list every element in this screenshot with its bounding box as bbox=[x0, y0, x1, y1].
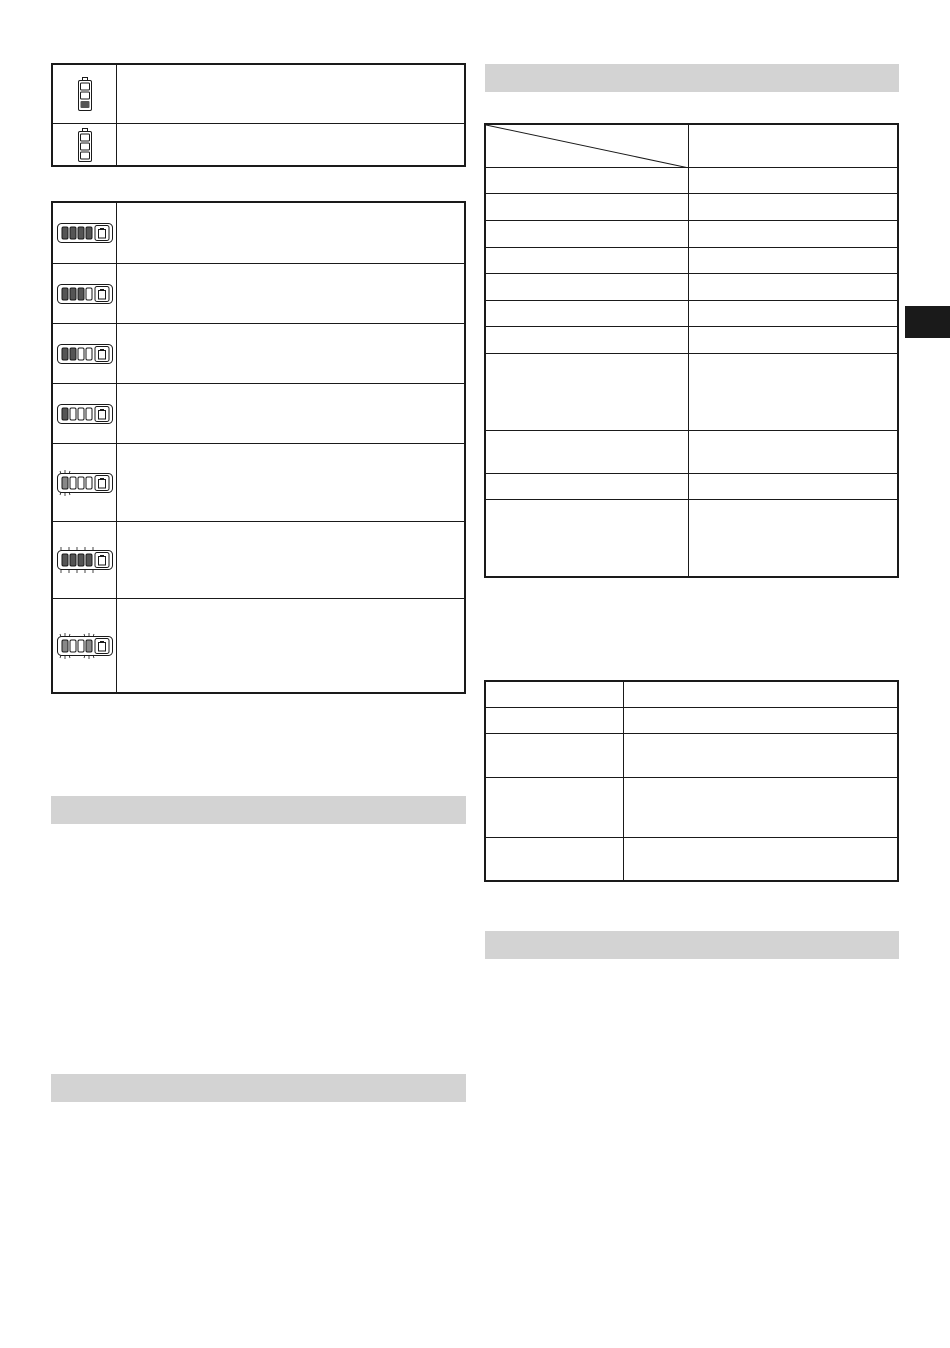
cell-left bbox=[486, 168, 689, 194]
table-row bbox=[486, 838, 898, 881]
diagonal-header-cell bbox=[486, 125, 689, 168]
indicator-4-bars-icon bbox=[53, 203, 117, 264]
table-row bbox=[486, 474, 898, 500]
cell-left bbox=[486, 354, 689, 431]
table-row bbox=[53, 522, 465, 599]
table-row bbox=[486, 274, 898, 301]
cell-left bbox=[486, 301, 689, 327]
section-heading-band bbox=[51, 1074, 466, 1102]
cell-right bbox=[689, 500, 898, 577]
table-row bbox=[53, 203, 465, 264]
cell-right bbox=[624, 838, 898, 881]
cell-left bbox=[486, 274, 689, 301]
cell-left bbox=[486, 327, 689, 354]
table-row bbox=[486, 778, 898, 838]
battery-level-table bbox=[52, 64, 465, 166]
indicator-3-bars-icon bbox=[53, 264, 117, 324]
cell-right bbox=[624, 708, 898, 734]
cell-left bbox=[486, 221, 689, 248]
table-row bbox=[53, 124, 465, 166]
cell-left bbox=[486, 248, 689, 274]
indicator-all-blinking-icon bbox=[53, 522, 117, 599]
battery-one-bar-icon bbox=[53, 65, 117, 124]
cell-right bbox=[689, 248, 898, 274]
table-row bbox=[53, 324, 465, 384]
indicator-1-bar-blinking-icon bbox=[53, 444, 117, 522]
battery-empty-icon bbox=[53, 124, 117, 166]
cell-left bbox=[486, 431, 689, 474]
cell-right bbox=[689, 474, 898, 500]
table-row bbox=[486, 248, 898, 274]
table-row bbox=[486, 500, 898, 577]
indicator-row-text bbox=[117, 324, 465, 384]
table-row bbox=[486, 168, 898, 194]
table-row bbox=[53, 264, 465, 324]
table-row bbox=[486, 431, 898, 474]
table-row bbox=[486, 327, 898, 354]
cell-right bbox=[689, 327, 898, 354]
table-row bbox=[53, 384, 465, 444]
table-row bbox=[486, 221, 898, 248]
indicator-1-bar-icon bbox=[53, 384, 117, 444]
cell-left bbox=[486, 682, 624, 708]
indicator-alternating-blinking-icon bbox=[53, 599, 117, 693]
cell-right bbox=[624, 734, 898, 778]
header-right-text bbox=[689, 125, 898, 168]
cell-right bbox=[689, 431, 898, 474]
secondary-table bbox=[485, 681, 898, 881]
cell-right bbox=[689, 168, 898, 194]
table-row bbox=[53, 65, 465, 124]
cell-right bbox=[689, 274, 898, 301]
specifications-table bbox=[485, 124, 898, 577]
battery-row-text bbox=[117, 124, 465, 166]
cell-left bbox=[486, 474, 689, 500]
section-heading-band bbox=[485, 64, 899, 92]
table-header-row bbox=[486, 125, 898, 168]
cell-right bbox=[689, 301, 898, 327]
table-row bbox=[486, 301, 898, 327]
cell-left bbox=[486, 194, 689, 221]
table-row bbox=[486, 354, 898, 431]
cell-left bbox=[486, 708, 624, 734]
cell-right bbox=[689, 221, 898, 248]
indicator-row-text bbox=[117, 203, 465, 264]
indicator-row-text bbox=[117, 522, 465, 599]
cell-right bbox=[624, 682, 898, 708]
indicator-lamp-table bbox=[52, 202, 465, 693]
cell-right bbox=[689, 354, 898, 431]
section-heading-band bbox=[51, 796, 466, 824]
cell-left bbox=[486, 500, 689, 577]
cell-right bbox=[689, 194, 898, 221]
cell-left bbox=[486, 778, 624, 838]
indicator-row-text bbox=[117, 599, 465, 693]
table-row bbox=[486, 194, 898, 221]
table-row bbox=[486, 682, 898, 708]
cell-left bbox=[486, 734, 624, 778]
section-heading-band bbox=[485, 931, 899, 959]
table-row bbox=[53, 444, 465, 522]
table-row bbox=[486, 734, 898, 778]
indicator-row-text bbox=[117, 444, 465, 522]
cell-left bbox=[486, 838, 624, 881]
indicator-row-text bbox=[117, 384, 465, 444]
table-row bbox=[486, 708, 898, 734]
indicator-row-text bbox=[117, 264, 465, 324]
battery-row-text bbox=[117, 65, 465, 124]
table-row bbox=[53, 599, 465, 693]
side-tab bbox=[905, 306, 950, 338]
cell-right bbox=[624, 778, 898, 838]
indicator-2-bars-icon bbox=[53, 324, 117, 384]
